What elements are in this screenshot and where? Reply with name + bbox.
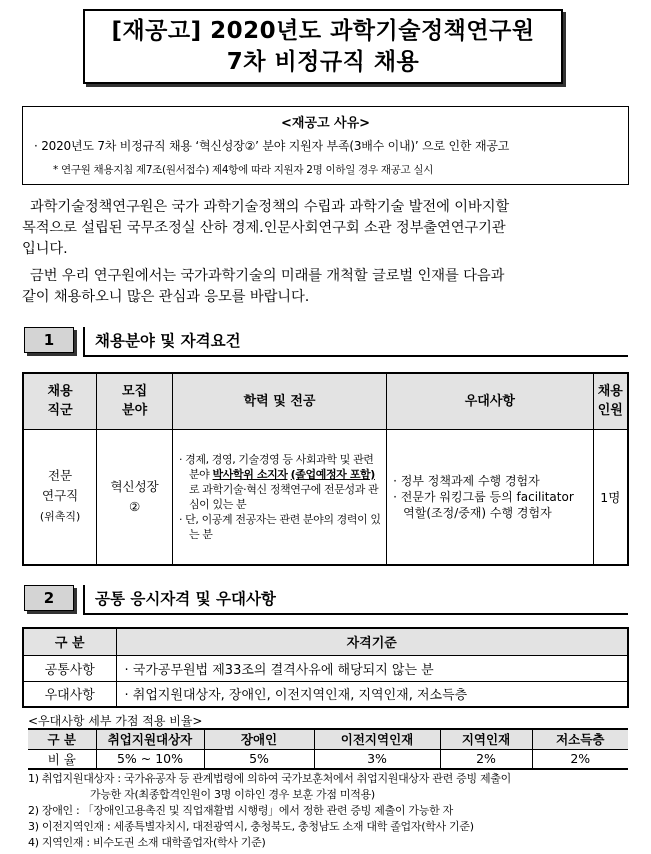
header-job-group: 채용 직군 (23, 373, 97, 429)
row-category: 우대사항 (23, 681, 116, 707)
intro-line: 입니다. (22, 241, 68, 257)
row-criteria: · 국가공무원법 제33조의 결격사유에 해당되지 않는 분 (116, 655, 628, 681)
notice-heading: <재공고 사유> (280, 116, 371, 131)
bonus-table-title: <우대사항 세부 가점 적용 비율> (28, 714, 203, 728)
cell-education: · 경제, 경영, 기술경영 등 사회과학 및 관련 분야 박사학위 소지자 (졸업예정자 포함)로 과학기술·혁신 정책연구에 전문성과 관심이 있는 분 · 단, 이공계 전공자는 관련 분야의 경력이 있는 분 (172, 429, 386, 565)
value-cell: 5% (204, 749, 314, 769)
row-category: 공통사항 (23, 655, 116, 681)
value-cell: 2% (532, 749, 628, 769)
section-underline (84, 613, 628, 615)
intro-paragraph-1 (22, 197, 632, 260)
table-header-row (23, 628, 628, 655)
notice-footnote: * 연구원 채용지침 제7조(원서접수) 제4항에 따라 지원자 2명 이하일 경우 재공고 실시 (53, 164, 434, 176)
table-row (28, 749, 628, 769)
section-title: 채용분야 및 자격요건 (95, 332, 241, 350)
recruitment-table (22, 372, 629, 566)
row-criteria: · 취업지원대상자, 장애인, 이전지역인재, 지역인재, 저소득층 (116, 681, 628, 707)
header-criteria: 자격기준 (116, 628, 628, 655)
section-divider (83, 327, 85, 357)
header-education: 학력 및 전공 (172, 373, 386, 429)
notice-reason: · 2020년도 7차 비정규직 채용 ‘혁신성장②’ 분야 지원자 부족(3배수 이내)’ 으로 인한 재공고 (34, 139, 510, 153)
header-count: 채용 인원 (593, 373, 628, 429)
intro-line: 목적으로 설립된 국무조정실 산하 경제.인문사회연구회 소관 정부출연연구기관 (22, 220, 506, 236)
value-cell: 5% ~ 10% (96, 749, 204, 769)
cell-preference: · 정부 정책과제 수행 경험자 · 전문가 워킹그룹 등의 facilitator 역할(조정/중재) 수행 경험자 (387, 429, 593, 565)
header-cell: 구 분 (28, 729, 96, 749)
header-cell: 취업지원대상자 (96, 729, 204, 749)
section-1-header (24, 327, 628, 357)
title-box (83, 9, 563, 84)
value-cell: 3% (314, 749, 440, 769)
title-line-2: 7차 비정규직 채용 (226, 48, 420, 75)
header-cell: 이전지역인재 (314, 729, 440, 749)
header-preference: 우대사항 (387, 373, 593, 429)
header-cell: 지역인재 (440, 729, 532, 749)
footnote-line: 1) 취업지원대상자 : 국가유공자 등 관계법령에 의하여 국가보훈처에서 취업지원대상자 관련 증빙 제출이 (28, 772, 511, 785)
intro-paragraph-2 (22, 266, 632, 308)
section-2-header (24, 585, 628, 615)
re-announcement-notice (22, 106, 629, 185)
table-header-row (28, 729, 628, 749)
title-line-1: [재공고] 2020년도 과학기술정책연구원 (111, 17, 535, 44)
footnote-line: 2) 장애인 : 「장애인고용촉진 및 직업재활법 시행령」에서 정한 관련 증빙 제출이 가능한 자 (28, 804, 453, 817)
value-cell: 비 율 (28, 749, 96, 769)
table-row (23, 655, 628, 681)
cell-count: 1명 (593, 429, 628, 565)
section-underline (84, 355, 628, 357)
section-number: 2 (24, 585, 74, 611)
intro-line: 과학기술정책연구원은 국가 과학기술정책의 수립과 과학기술 발전에 이바지할 (30, 199, 510, 215)
bonus-ratio-table (28, 728, 628, 770)
intro-line: 같이 채용하오니 많은 관심과 응모를 바랍니다. (22, 289, 310, 305)
value-cell: 2% (440, 749, 532, 769)
footnote-line: 가능한 자(최종합격인원이 3명 이하인 경우 보훈 가점 미적용) (90, 788, 375, 801)
header-category: 구 분 (23, 628, 116, 655)
table-header-row (23, 373, 628, 429)
footnote-line: 3) 이전지역인재 : 세종특별자치시, 대전광역시, 충청북도, 충청남도 소재 대학 졸업자(학사 기준) (28, 820, 474, 833)
section-divider (83, 585, 85, 615)
section-title: 공통 응시자격 및 우대사항 (95, 590, 276, 608)
header-field: 모집 분야 (97, 373, 173, 429)
header-cell: 저소득층 (532, 729, 628, 749)
cell-job-group: 전문 연구직 (위촉직) (23, 429, 97, 565)
table-row (23, 681, 628, 707)
table-row (23, 429, 628, 565)
cell-field: 혁신성장 ② (97, 429, 173, 565)
header-cell: 장애인 (204, 729, 314, 749)
footnote-line: 4) 지역인재 : 비수도권 소재 대학졸업자(학사 기준) (28, 836, 266, 849)
intro-line: 금번 우리 연구원에서는 국가과학기술의 미래를 개척할 글로벌 인재를 다음과 (30, 268, 505, 284)
section-number: 1 (24, 327, 74, 353)
footnotes (28, 771, 628, 851)
common-qualification-table (22, 627, 629, 708)
